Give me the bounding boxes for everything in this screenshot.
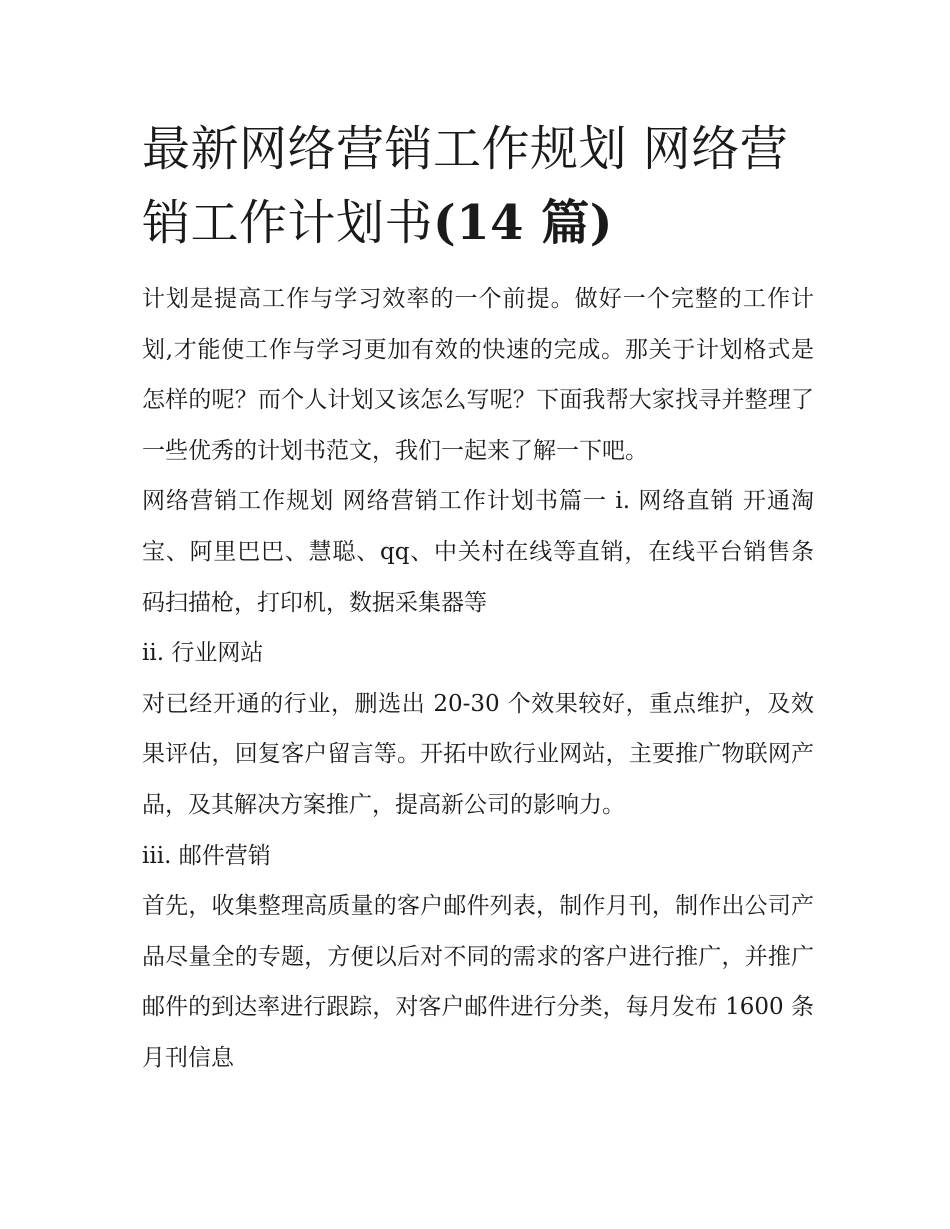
section-direct-sales-paragraph: 网络营销工作规划 网络营销工作计划书篇一 i. 网络直销 开通淘宝、阿里巴巴、慧聪、qq、中关村在线等直销，在线平台销售条码扫描枪，打印机，数据采集器等 (142, 488, 814, 616)
intro-paragraph: 计划是提高工作与学习效率的一个前提。做好一个完整的工作计划,才能使工作与学习更加有效的快速的完成。那关于计划格式是怎样的呢？而个人计划又该怎么写呢？下面我帮大家找寻并整理了一些优秀的计划书范文，我们一起来了解一下吧。 (142, 286, 814, 464)
title-count: (14 篇) (433, 195, 613, 251)
industry-sites-paragraph: 对已经开通的行业，删选出 20-30 个效果较好，重点维护，及效果评估，回复客户留言等。开拓中欧行业网站，主要推广物联网产品，及其解决方案推广，提高新公司的影响力。 (142, 690, 814, 818)
title-text: 最新网络营销工作规划 网络营销工作计划书 (142, 121, 789, 251)
section-heading-industry-sites: ii. 行业网站 (142, 640, 264, 667)
section-heading-email-marketing: iii. 邮件营销 (142, 842, 271, 869)
document-title (142, 112, 814, 260)
email-marketing-paragraph: 首先，收集整理高质量的客户邮件列表，制作月刊，制作出公司产品尽量全的专题，方便以后对不同的需求的客户进行推广，并推广邮件的到达率进行跟踪，对客户邮件进行分类，每月发布 1600 条月刊信息 (142, 893, 814, 1071)
document-page (142, 112, 814, 1084)
